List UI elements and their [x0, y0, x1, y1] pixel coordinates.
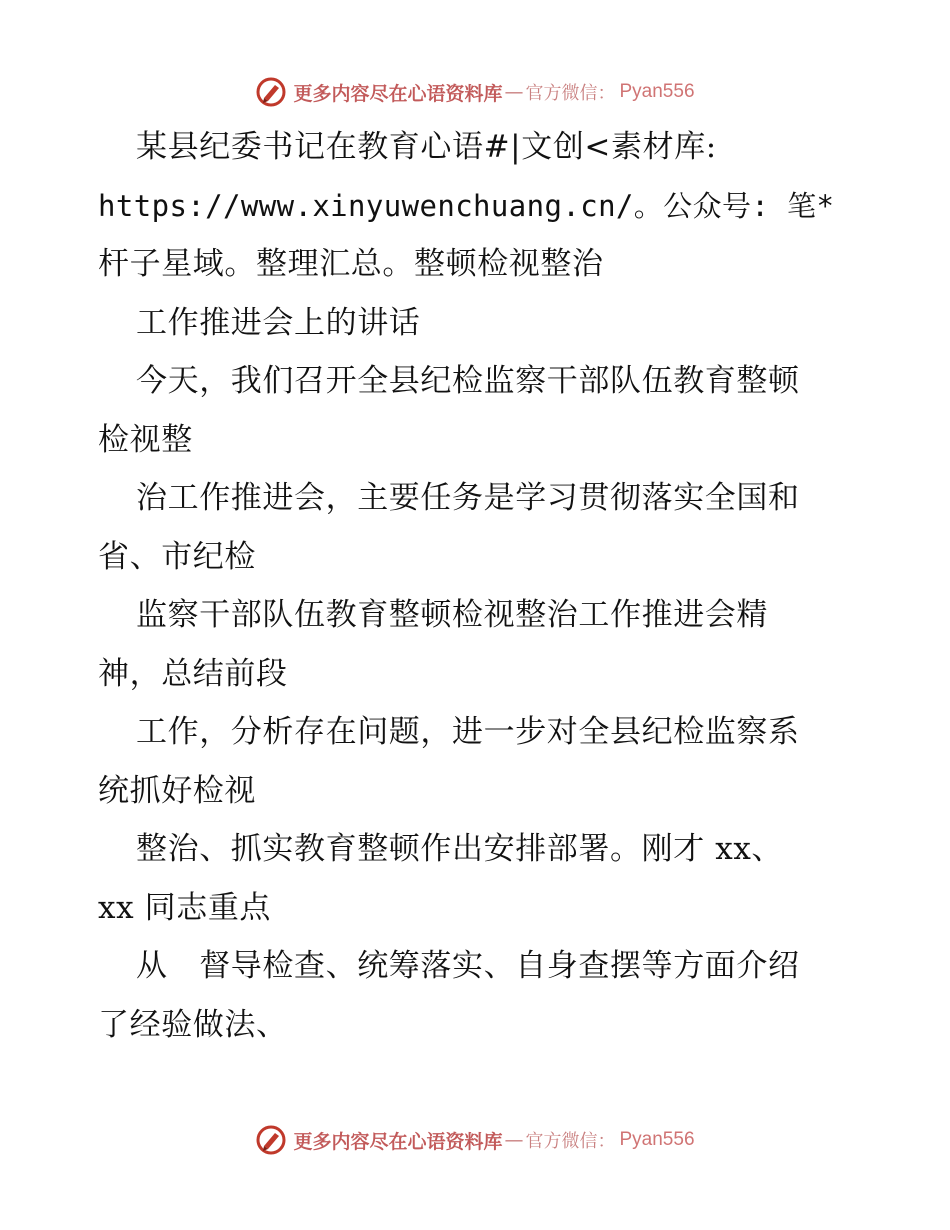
- footer-banner: [0, 1120, 950, 1160]
- url-text: https://www.xinyuwenchuang.cn/。公众号: 笔*: [98, 188, 835, 223]
- text-line: 省、市纪检: [98, 538, 256, 575]
- banner-text: 更多内容尽在心语资料库: [293, 1130, 503, 1153]
- text-line: [98, 177, 888, 236]
- text-line: xx 同志重点: [98, 889, 272, 926]
- text-line: 检视整: [98, 421, 193, 458]
- text-line: 工作推进会上的讲话: [136, 304, 421, 341]
- text-line: 某县纪委书记在教育心语#|文创<素材库:: [136, 129, 717, 165]
- brand-logo-icon: [255, 76, 287, 108]
- banner-dash: —: [504, 81, 524, 103]
- banner-wechat-id: Pyan556: [619, 81, 695, 102]
- document-body: [98, 118, 888, 1054]
- banner-dash: —: [504, 1129, 524, 1151]
- text-line: 了经验做法、: [98, 1006, 288, 1043]
- text-line: 治工作推进会，主要任务是学习贯彻落实全国和: [136, 480, 800, 516]
- header-banner: [0, 72, 950, 112]
- banner-wechat-id: Pyan556: [619, 1129, 695, 1150]
- text-line: 神，总结前段: [98, 655, 288, 692]
- banner-text: 更多内容尽在心语资料库: [293, 82, 503, 105]
- text-line: 杆子星域。整理汇总。整顿检视整治: [98, 246, 604, 282]
- text-line: 工作，分析存在问题，进一步对全县纪检监察系: [136, 714, 800, 750]
- banner-label: 官方微信：: [525, 1131, 616, 1152]
- text-line: 从 督导检查、统筹落实、自身查摆等方面介绍: [136, 948, 800, 984]
- text-line: 今天，我们召开全县纪检监察干部队伍教育整顿: [136, 363, 800, 399]
- banner-label: 官方微信：: [525, 83, 616, 104]
- text-line: 整治、抓实教育整顿作出安排部署。刚才 xx、: [136, 831, 784, 867]
- text-line: 监察干部队伍教育整顿检视整治工作推进会精: [136, 597, 768, 633]
- brand-logo-icon: [255, 1124, 287, 1156]
- text-line: 统抓好检视: [98, 772, 256, 809]
